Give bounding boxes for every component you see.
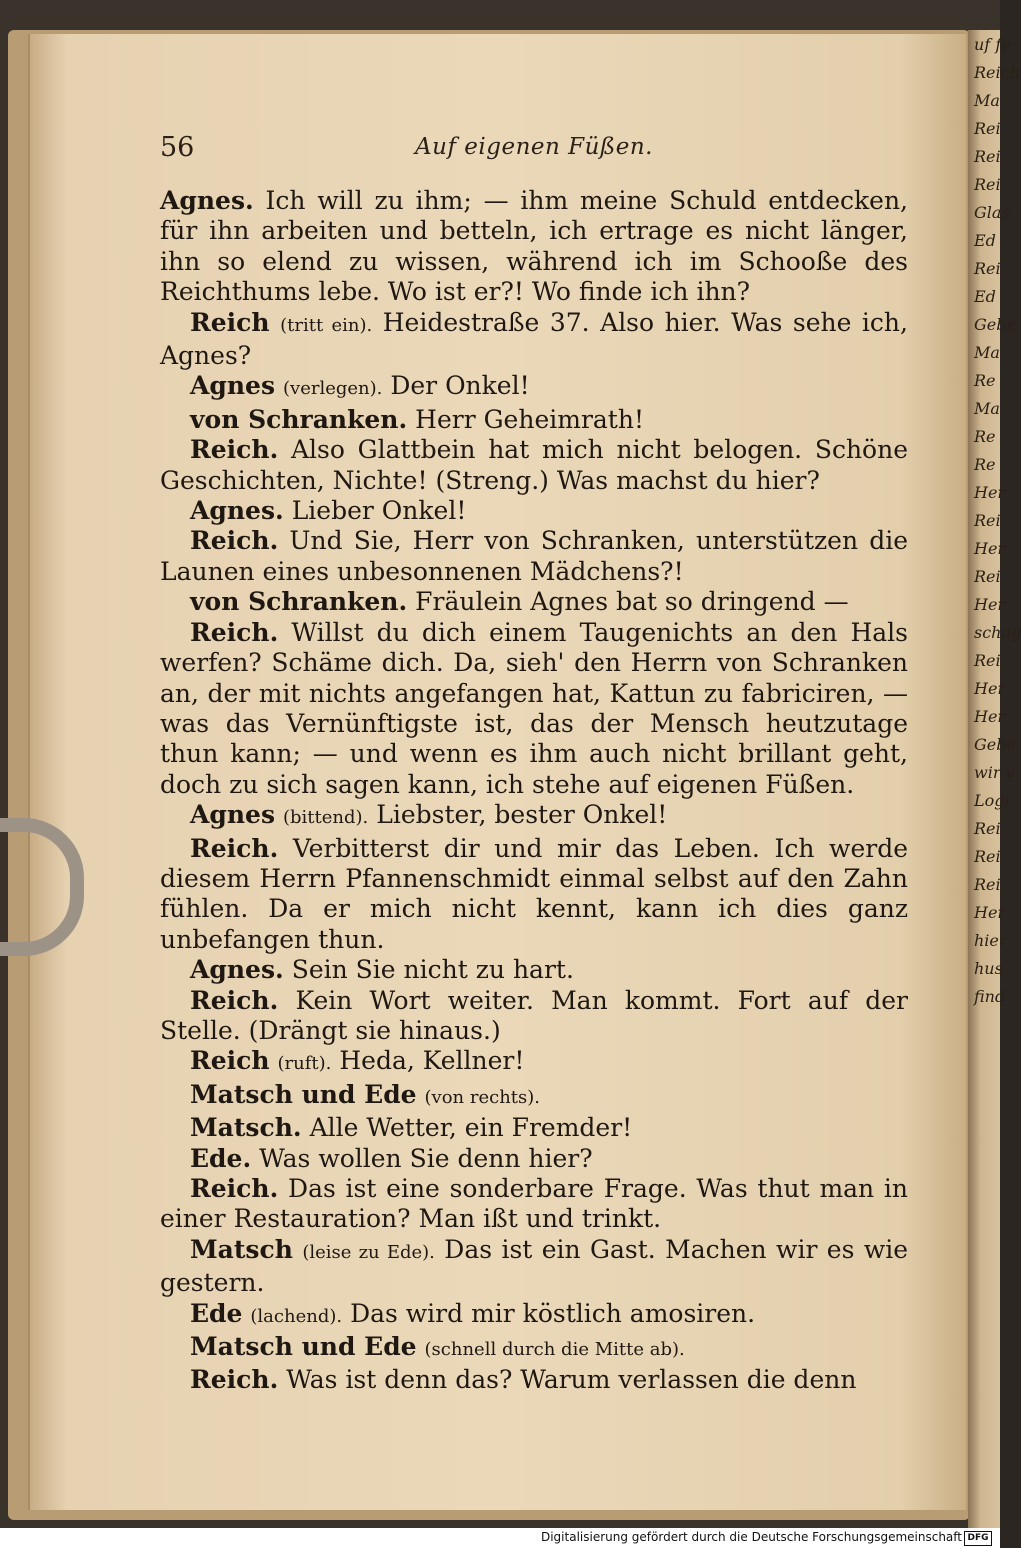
dialogue-line [160, 496, 908, 526]
speaker-name: Ede [190, 1298, 243, 1328]
speaker-name: Ede. [190, 1143, 252, 1173]
speaker-name: Reich. [190, 617, 279, 647]
stage-direction: (von rechts). [424, 1086, 541, 1108]
adjacent-page-fragment: Rei [974, 511, 1001, 530]
dialogue-text: Fräulein Agnes bat so dringend — [415, 587, 849, 617]
adjacent-page-fragment: Ma [974, 343, 1000, 362]
dialogue-line [160, 1174, 908, 1235]
dialogue-line [160, 371, 908, 404]
adjacent-page-fragment: Ma [974, 91, 1000, 110]
dialogue-line [160, 800, 908, 833]
dfg-logo-icon: DFG [964, 1531, 992, 1546]
stage-direction: (ruft). [277, 1053, 332, 1075]
adjacent-page-fragment: Ma [974, 399, 1000, 418]
adjacent-page-fragment: Her [974, 679, 1006, 698]
speaker-name: Agnes. [190, 496, 284, 526]
adjacent-page-fragment: hier [974, 931, 1007, 950]
dialogue-text: Lieber Onkel! [291, 496, 467, 526]
dialogue-line [160, 405, 908, 435]
speaker-name: Reich. [190, 526, 279, 556]
stage-direction: (bittend). [283, 807, 369, 829]
dialogue-line [160, 1080, 908, 1113]
dialogue-line [160, 435, 908, 496]
dialogue-text: Alle Wetter, ein Fremder! [309, 1113, 633, 1143]
dialogue-line [160, 955, 908, 985]
dialogue-text: Der Onkel! [390, 371, 530, 401]
dialogue-text: Und Sie, Herr von Schranken, unterstützen die Launen eines unbesonnenen Mädchens?! [160, 526, 908, 586]
dialogue-text: Das wird mir köstlich amosiren. [350, 1298, 756, 1328]
page-header [160, 132, 908, 168]
dialogue-text: Ich will zu ihm; — ihm meine Schuld entdecken, für ihn arbeiten und betteln, ich ertrage es nicht länger, ihn so elend zu wissen, während ich im Schooße des Reichthums lebe. Wo ist er?! Wo finde ich ihn? [160, 186, 908, 307]
adjacent-page-fragment: Gebe [974, 735, 1016, 754]
funding-credit: Digitalisierung gefördert durch die Deutsche Forschungsgemeinschaft [540, 1530, 962, 1544]
dialogue-line [160, 587, 908, 617]
stage-direction: (leise zu Ede). [302, 1241, 435, 1263]
adjacent-page-fragment: Rei [974, 847, 1001, 866]
dialogue-text: Kein Wort weiter. Man kommt. Fort auf der Stelle. (Drängt sie hinaus.) [160, 985, 908, 1045]
speaker-name: Reich [190, 1046, 270, 1076]
dialogue-line [160, 308, 908, 372]
adjacent-page-fragment: Her [974, 707, 1006, 726]
speaker-name: Matsch und Ede [190, 1332, 417, 1362]
dialogue-text: Willst du dich einem Taugenichts an den Hals werfen? Schäme dich. Da, sieh' den Herrn von Schranken an, der mit nichts angefangen hat, Kattun zu fabriciren, — was das Vernünftigste ist, das der Mensch heutzutage thun kann; — und wenn es ihm auch nicht brillant geht, doch zu sich sagen kann, ich stehe auf eigenen Füßen. [160, 617, 908, 799]
dialogue-text: Das ist eine sonderbare Frage. Was thut man in einer Restauration? Man ißt und trinkt. [160, 1174, 908, 1234]
adjacent-page-fragment: Her [974, 595, 1006, 614]
stage-direction: (schnell durch die Mitte ab). [424, 1339, 685, 1361]
speaker-name: Agnes. [160, 186, 254, 215]
dialogue-text: Was wollen Sie denn hier? [259, 1143, 593, 1173]
speaker-name: Agnes [190, 371, 276, 401]
speaker-name: Reich [190, 307, 270, 337]
adjacent-page-fragment: uf fe [974, 35, 1011, 54]
dialogue-text: Das ist ein Gast. Machen wir es wie gestern. [160, 1234, 909, 1298]
dialogue-line [160, 986, 908, 1047]
adjacent-page-fragment: Re [974, 371, 996, 390]
dialogue-text: Sein Sie nicht zu hart. [291, 955, 574, 985]
speaker-name: Reich. [190, 833, 279, 863]
speaker-name: Reich. [190, 1174, 279, 1203]
adjacent-page-fragment: Rei [974, 875, 1001, 894]
adjacent-page-fragment: Glas [974, 203, 1010, 222]
adjacent-page-fragment: Rei [974, 651, 1001, 670]
dialogue-line [160, 1299, 908, 1332]
dialogue-line [160, 834, 908, 956]
adjacent-page-fragment: Her [974, 539, 1006, 558]
dialogue-line [160, 618, 908, 800]
speaker-name: Reich. [190, 985, 279, 1015]
adjacent-page-fragment: Rei [974, 175, 1001, 194]
drama-text [160, 186, 908, 1396]
adjacent-page-fragment: Rei [974, 259, 1001, 278]
dialogue-line [160, 526, 908, 587]
running-title: Auf eigenen Füßen. [415, 134, 653, 160]
adjacent-page-fragment: Re [974, 427, 996, 446]
speaker-name: von Schranken. [190, 404, 408, 434]
adjacent-page-fragment: Ed [974, 231, 996, 250]
dialogue-line [160, 186, 908, 308]
page-number: 56 [160, 132, 195, 163]
dialogue-text: Verbitterst dir und mir das Leben. Ich werde diesem Herrn Pfannenschmidt einmal selbst auf den Zahn fühlen. Da er mich nicht kennt, kann ich dies ganz unbefangen thun. [160, 833, 908, 954]
adjacent-page-fragment: Re [974, 455, 996, 474]
adjacent-page-fragment: Logi [974, 791, 1010, 810]
adjacent-page-fragment: Reich [974, 63, 1020, 82]
speaker-name: Matsch. [190, 1113, 302, 1143]
dialogue-text: Herr Geheimrath! [415, 404, 644, 434]
stage-direction: (verlegen). [283, 378, 383, 400]
speaker-name: Matsch und Ede [190, 1079, 417, 1109]
adjacent-page-fragment: Rei [974, 119, 1001, 138]
dialogue-line [160, 1144, 908, 1174]
speaker-name: Reich. [190, 1365, 279, 1395]
adjacent-page-strip [968, 30, 1021, 1530]
adjacent-page-fragment: schag [974, 623, 1021, 642]
speaker-name: Agnes [190, 800, 276, 830]
speaker-name: Reich. [190, 435, 279, 465]
dialogue-text: Heda, Kellner! [339, 1046, 525, 1076]
adjacent-page-fragment: wir v [974, 763, 1015, 782]
adjacent-page-fragment: Rei [974, 567, 1001, 586]
adjacent-page-fragment: hus [974, 959, 1003, 978]
dialogue-text: Also Glattbein hat mich nicht belogen. Schöne Geschichten, Nichte! (Streng.) Was machst du hier? [160, 435, 908, 495]
dialogue-line [160, 1113, 908, 1143]
adjacent-page-fragment: Ed [974, 287, 996, 306]
stage-direction: (tritt ein). [280, 314, 373, 336]
stage-direction: (lachend). [250, 1305, 343, 1327]
speaker-name: Agnes. [190, 955, 284, 985]
dialogue-line [160, 1046, 908, 1079]
speaker-name: von Schranken. [190, 587, 408, 617]
dialogue-text: Heidestraße 37. Also hier. Was sehe ich, Agnes? [160, 307, 908, 371]
dialogue-text: Was ist denn das? Warum verlassen die denn [286, 1365, 857, 1395]
adjacent-page-fragment: Gebe [974, 315, 1016, 334]
speaker-name: Matsch [190, 1234, 293, 1264]
footer-strip [0, 1528, 1000, 1548]
dialogue-line [160, 1235, 908, 1299]
dialogue-line [160, 1332, 908, 1365]
adjacent-page-fragment: Rei [974, 819, 1001, 838]
adjacent-page-fragment: find [974, 987, 1006, 1006]
dialogue-line [160, 1365, 908, 1395]
adjacent-page-fragment: Her [974, 483, 1006, 502]
adjacent-page-fragment: Rei [974, 147, 1001, 166]
dialogue-text: Liebster, bester Onkel! [376, 800, 668, 830]
adjacent-page-fragment: Her [974, 903, 1006, 922]
